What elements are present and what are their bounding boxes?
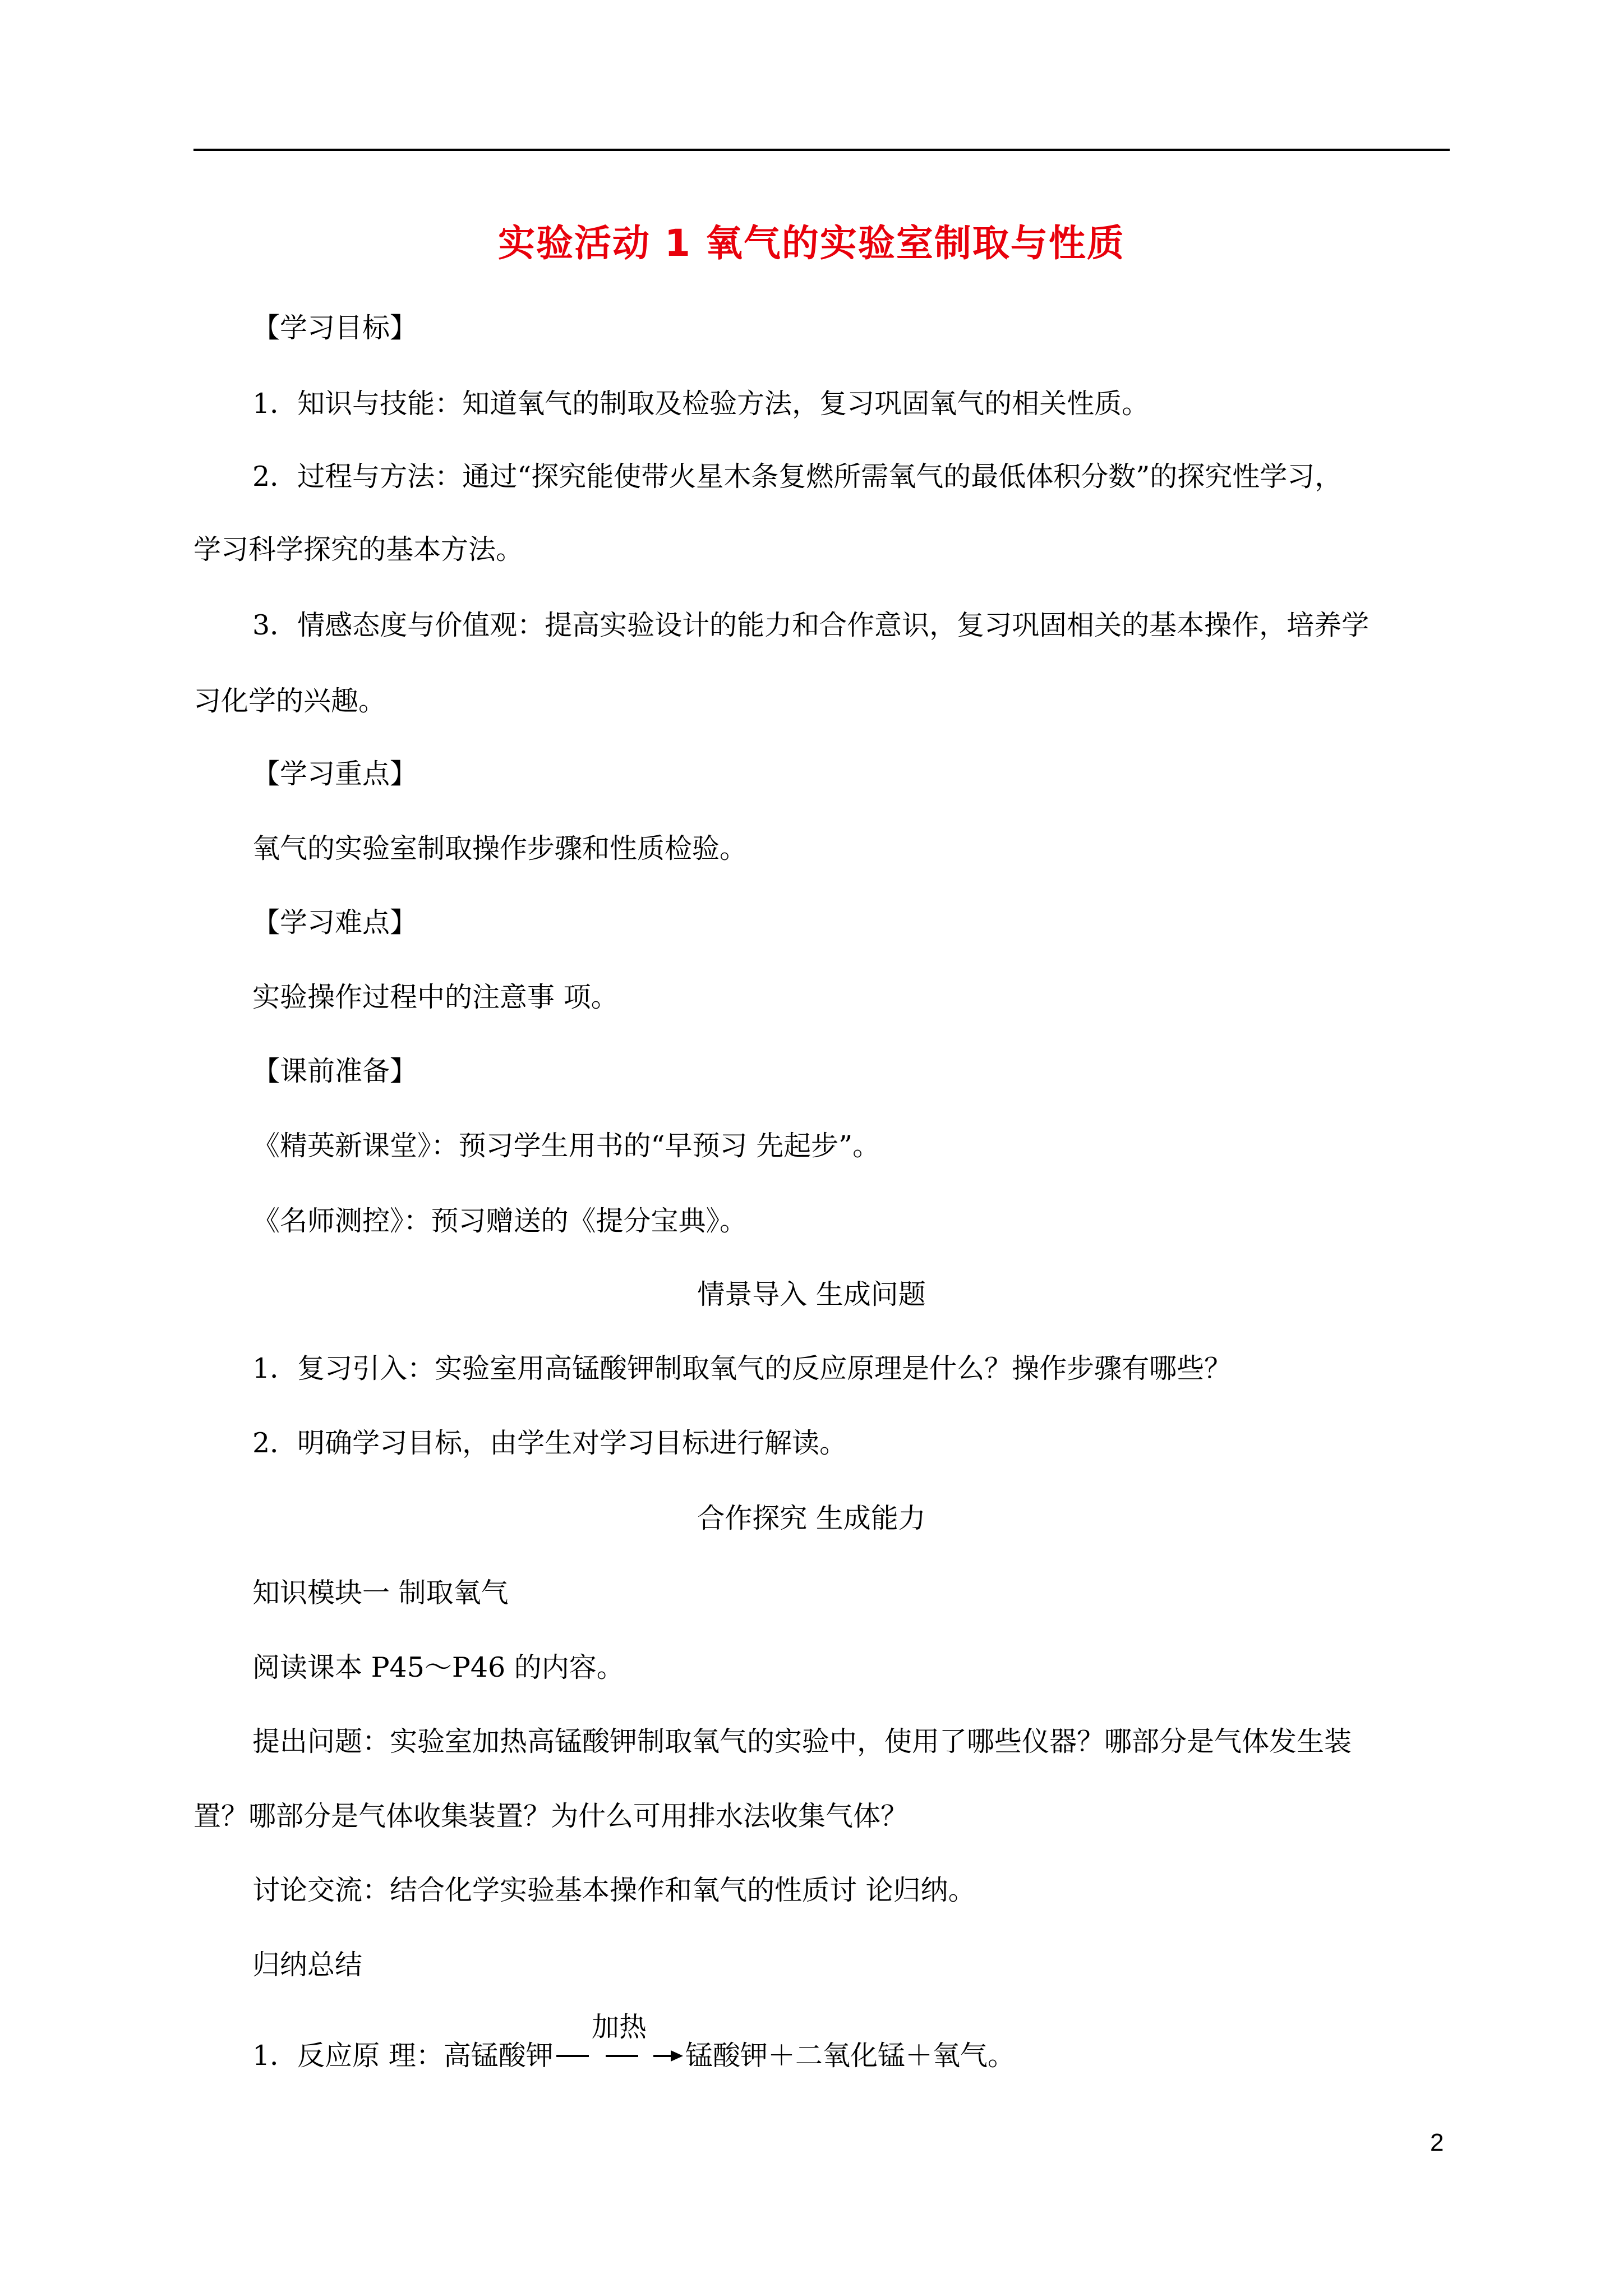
section-heading-preparation: 【课前准备】 <box>252 1055 418 1087</box>
paragraph: 2．过程与方法：通过“探究能使带火星木条复燃所需氧气的最低体积分数”的探究性学习， <box>252 461 1343 493</box>
paragraph: 习化学的兴趣。 <box>193 685 386 717</box>
paragraph: 置？哪部分是气体收集装置？为什么可用排水法收集气体？ <box>193 1800 909 1832</box>
paragraph: 《精英新课堂》：预习学生用书的“早预习 先起步”。 <box>252 1130 880 1162</box>
paragraph: 氧气的实验室制取操作步骤和性质检验。 <box>252 832 748 864</box>
paragraph: 讨论交流：结合化学实验基本操作和氧气的性质讨 论归纳。 <box>252 1874 976 1906</box>
section-heading-explore: 合作探究 生成能力 <box>697 1502 926 1534</box>
page-number: 2 <box>1430 2129 1444 2156</box>
paragraph: 2．明确学习目标，由学生对学习目标进行解读。 <box>252 1427 847 1459</box>
equation-left: 1．反应原 理：高锰酸钾 <box>252 2040 554 2072</box>
paragraph: 实验操作过程中的注意事 项。 <box>252 981 619 1013</box>
reaction-arrow-icon <box>555 2047 684 2064</box>
paragraph: 《名师测控》：预习赠送的《提分宝典》。 <box>252 1205 748 1237</box>
reaction-condition: 加热 <box>592 2011 647 2043</box>
paragraph: 学习科学探究的基本方法。 <box>193 533 524 565</box>
paragraph: 1．知识与技能：知道氧气的制取及检验方法，复习巩固氧气的相关性质。 <box>252 388 1150 420</box>
page-title: 实验活动 1 氧气的实验室制取与性质 <box>498 222 1125 265</box>
equation-right: 锰酸钾＋二氧化锰＋氧气。 <box>685 2040 1016 2072</box>
paragraph: 阅读课本 P45～P46 的内容。 <box>252 1651 624 1683</box>
section-heading-key-points: 【学习重点】 <box>252 758 418 790</box>
paragraph: 3．情感态度与价值观：提高实验设计的能力和合作意识，复习巩固相关的基本操作，培养学 <box>252 609 1370 641</box>
paragraph: 1．复习引入：实验室用高锰酸钾制取氧气的反应原理是什么？操作步骤有哪些？ <box>252 1352 1232 1384</box>
section-heading-difficulties: 【学习难点】 <box>252 907 418 938</box>
section-heading-objectives: 【学习目标】 <box>252 312 418 344</box>
paragraph: 提出问题：实验室加热高锰酸钾制取氧气的实验中，使用了哪些仪器？哪部分是气体发生装 <box>252 1726 1352 1757</box>
module-heading: 知识模块一 制取氧气 <box>252 1577 509 1609</box>
section-heading-intro: 情景导入 生成问题 <box>697 1278 926 1310</box>
paragraph: 归纳总结 <box>252 1949 363 1981</box>
header-rule <box>193 149 1450 151</box>
